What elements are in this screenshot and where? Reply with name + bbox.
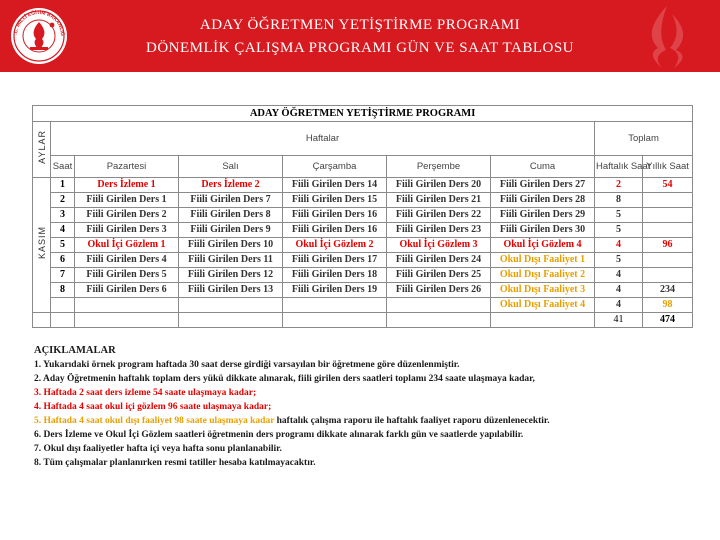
schedule-cell: Fiili Girilen Ders 30 [491, 223, 595, 238]
hour-number: 3 [51, 208, 75, 223]
schedule-cell: Fiili Girilen Ders 26 [387, 283, 491, 298]
schedule-cell: Fiili Girilen Ders 12 [179, 268, 283, 283]
table-row [33, 283, 693, 298]
haftalik-saat-header: Haftalık Saat [595, 156, 643, 178]
schedule-cell: Ders İzleme 1 [75, 178, 179, 193]
empty-cell [387, 313, 491, 328]
schedule-cell: Fiili Girilen Ders 25 [387, 268, 491, 283]
note-item: 8. Tüm çalışmalar planlanırken resmi tatiller hesaba katılmayacaktır. [34, 458, 316, 468]
schedule-cell: Fiili Girilen Ders 24 [387, 253, 491, 268]
empty-cell [51, 313, 75, 328]
yearly-hours-cell [643, 208, 693, 223]
day-header: Çarşamba [283, 156, 387, 178]
schedule-cell: Fiili Girilen Ders 16 [283, 223, 387, 238]
table-row [33, 238, 693, 253]
schedule-cell: Fiili Girilen Ders 7 [179, 193, 283, 208]
schedule-cell: Fiili Girilen Ders 13 [179, 283, 283, 298]
schedule-cell: Fiili Girilen Ders 22 [387, 208, 491, 223]
total-weekly-hours: 41 [595, 313, 643, 328]
day-header: Salı [179, 156, 283, 178]
weekly-hours-cell: 5 [595, 223, 643, 238]
schedule-cell: Fiili Girilen Ders 8 [179, 208, 283, 223]
note-text: haftalık çalışma raporu ile haftalık faaliyet raporu düzenlenecektir. [274, 416, 550, 426]
yearly-hours-cell [643, 253, 693, 268]
table-row [33, 298, 693, 313]
day-header: Cuma [491, 156, 595, 178]
schedule-cell: Fiili Girilen Ders 21 [387, 193, 491, 208]
table-row [33, 208, 693, 223]
note-item [34, 414, 684, 428]
saat-header: Saat [51, 156, 75, 178]
schedule-cell [387, 298, 491, 313]
schedule-cell: Fiili Girilen Ders 28 [491, 193, 595, 208]
schedule-cell: Ders İzleme 2 [179, 178, 283, 193]
schedule-cell: Fiili Girilen Ders 2 [75, 208, 179, 223]
meb-logo-icon [6, 6, 72, 66]
schedule-cell [179, 298, 283, 313]
empty-cell [33, 313, 51, 328]
schedule-cell: Fiili Girilen Ders 4 [75, 253, 179, 268]
schedule-cell: Fiili Girilen Ders 16 [283, 208, 387, 223]
column-header-row [33, 156, 693, 178]
schedule-cell: Fiili Girilen Ders 18 [283, 268, 387, 283]
empty-cell [491, 313, 595, 328]
haftalar-header: Haftalar [51, 122, 595, 156]
weekly-hours-cell: 2 [595, 178, 643, 193]
totals-row [33, 313, 693, 328]
toplam-header: Toplam [595, 122, 693, 156]
day-header: Pazartesi [75, 156, 179, 178]
weekly-hours-cell: 5 [595, 208, 643, 223]
yearly-hours-cell: 98 [643, 298, 693, 313]
flame-watermark-icon [632, 4, 702, 70]
schedule-cell [283, 298, 387, 313]
table-row [33, 223, 693, 238]
table-title: ADAY ÖĞRETMEN YETİŞTİRME PROGRAMI [33, 106, 693, 122]
table-row [33, 178, 693, 193]
schedule-cell: Fiili Girilen Ders 11 [179, 253, 283, 268]
note-item: 6. Ders İzleme ve Okul İçi Gözlem saatleri öğretmenin ders programı dikkate alınarak farklı gün ve saatlerde yapılabilir. [34, 430, 524, 440]
note-item: 4. Haftada 4 saat okul içi gözlem 96 saate ulaşmaya kadar; [34, 402, 272, 412]
schedule-cell: Okul Dışı Faaliyet 2 [491, 268, 595, 283]
schedule-cell: Fiili Girilen Ders 23 [387, 223, 491, 238]
weekly-hours-cell: 4 [595, 268, 643, 283]
schedule-cell: Fiili Girilen Ders 14 [283, 178, 387, 193]
schedule-cell: Fiili Girilen Ders 5 [75, 268, 179, 283]
yearly-hours-cell: 96 [643, 238, 693, 253]
yearly-hours-cell [643, 193, 693, 208]
total-yearly-hours: 474 [643, 313, 693, 328]
svg-text:T.C. MİLLÎ EĞİTİM BAKANLIĞI: .C. MİLLÎ EĞİTİM BAKANLIĞ [13, 9, 66, 37]
table-row [33, 193, 693, 208]
schedule-cell: Fiili Girilen Ders 10 [179, 238, 283, 253]
schedule-cell: Okul İçi Gözlem 4 [491, 238, 595, 253]
schedule-cell: Okul Dışı Faaliyet 4 [491, 298, 595, 313]
hour-number: 7 [51, 268, 75, 283]
note-highlight: 5. Haftada 4 saat okul dışı faaliyet 98 saate ulaşmaya kadar [34, 416, 275, 426]
schedule-cell: Fiili Girilen Ders 27 [491, 178, 595, 193]
empty-cell [75, 313, 179, 328]
schedule-cell: Okul İçi Gözlem 3 [387, 238, 491, 253]
yearly-hours-cell [643, 223, 693, 238]
table-row [33, 268, 693, 283]
table-row [33, 253, 693, 268]
schedule-cell: Okul İçi Gözlem 1 [75, 238, 179, 253]
weekly-hours-cell: 5 [595, 253, 643, 268]
note-item: 2. Aday Öğretmenin haftalık toplam ders yükü dikkate alınarak, fiili girilen ders saatleri toplamı 234 saate ulaşmaya kadar, [34, 374, 535, 384]
schedule-cell [75, 298, 179, 313]
hour-number: 5 [51, 238, 75, 253]
kasim-label: KASIM [33, 178, 51, 313]
schedule-cell: Okul Dışı Faaliyet 3 [491, 283, 595, 298]
yearly-hours-cell: 234 [643, 283, 693, 298]
schedule-cell: Fiili Girilen Ders 3 [75, 223, 179, 238]
banner-title: ADAY ÖĞRETMEN YETİŞTİRME PROGRAMI [199, 17, 521, 33]
schedule-cell: Okul Dışı Faaliyet 1 [491, 253, 595, 268]
note-item: 1. Yukarıdaki örnek program haftada 30 saat derse girdiği varsayılan bir öğretmene göre düzenlenmiştir. [34, 360, 460, 370]
schedule-cell: Fiili Girilen Ders 29 [491, 208, 595, 223]
schedule-cell: Fiili Girilen Ders 20 [387, 178, 491, 193]
empty-cell [283, 313, 387, 328]
banner-subtitle: DÖNEMLİK ÇALIŞMA PROGRAMI GÜN VE SAAT TABLOSU [145, 40, 574, 56]
hour-number: 8 [51, 283, 75, 298]
notes-heading: AÇIKLAMALAR [34, 345, 116, 356]
schedule-cell: Fiili Girilen Ders 17 [283, 253, 387, 268]
schedule-table [32, 105, 693, 328]
day-header: Perşembe [387, 156, 491, 178]
empty-cell [179, 313, 283, 328]
notes-section [34, 344, 684, 470]
yillik-saat-header: Yıllık Saat [643, 156, 693, 178]
hour-number [51, 298, 75, 313]
aylar-header: AYLAR [33, 122, 51, 178]
header-banner [0, 0, 720, 72]
yearly-hours-cell [643, 268, 693, 283]
note-item: 7. Okul dışı faaliyetler hafta içi veya hafta sonu planlanabilir. [34, 444, 282, 454]
hour-number: 4 [51, 223, 75, 238]
weekly-hours-cell: 8 [595, 193, 643, 208]
weekly-hours-cell: 4 [595, 238, 643, 253]
schedule-cell: Fiili Girilen Ders 1 [75, 193, 179, 208]
schedule-cell: Fiili Girilen Ders 9 [179, 223, 283, 238]
note-item: 3. Haftada 2 saat ders izleme 54 saate ulaşmaya kadar; [34, 388, 257, 398]
schedule-cell: Okul İçi Gözlem 2 [283, 238, 387, 253]
weekly-hours-cell: 4 [595, 298, 643, 313]
hour-number: 1 [51, 178, 75, 193]
weekly-hours-cell: 4 [595, 283, 643, 298]
schedule-cell: Fiili Girilen Ders 15 [283, 193, 387, 208]
hour-number: 6 [51, 253, 75, 268]
schedule-cell: Fiili Girilen Ders 19 [283, 283, 387, 298]
hour-number: 2 [51, 193, 75, 208]
yearly-hours-cell: 54 [643, 178, 693, 193]
schedule-cell: Fiili Girilen Ders 6 [75, 283, 179, 298]
